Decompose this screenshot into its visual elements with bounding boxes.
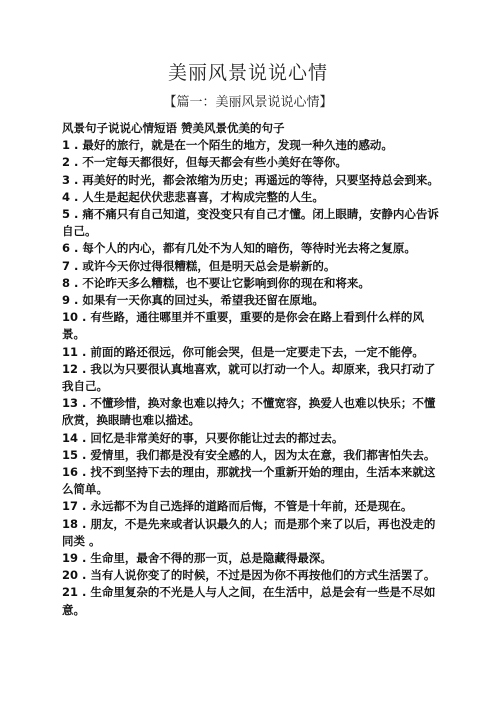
list-item: 12 . 我以为只要很认真地喜欢，就可以打动一个人。却原来，我只打动了我自己。 — [62, 361, 436, 394]
list-item: 2 . 不一定每天都很好，但每天都会有些小美好在等你。 — [62, 155, 347, 170]
list-item: 15 . 爱情里，我们都是没有安全感的人，因为太在意，我们都害怕失去。 — [62, 447, 436, 462]
list-item: 19 . 生命里，最舍不得的那一页，总是隐藏得最深。 — [62, 551, 332, 566]
list-item: 20 . 当有人说你变了的时候，不过是因为你不再按他们的方式生活罢了。 — [62, 568, 436, 583]
list-item: 8 . 不论昨天多么糟糕，也不要让它影响到你的现在和将来。 — [62, 275, 370, 290]
list-item: 13 . 不懂珍惜，换对象也难以持久；不懂宽容，换爱人也难以快乐；不懂欣赏，换眼睛也难以描述。 — [62, 396, 436, 428]
list-item: 7 . 或许今天你过得很糟糕，但是明天总会是崭新的。 — [62, 258, 336, 273]
list-item: 10 . 有些路，通往哪里并不重要，重要的是你会在路上看到什么样的风景。 — [62, 310, 424, 342]
body-text — [62, 120, 440, 619]
list-item: 16 . 找不到坚持下去的理由，那就找一个重新开始的理由，生活本来就这么简单。 — [62, 465, 436, 497]
list-item: 17 . 永远都不为自己选择的道路而后悔，不管是十年前，还是现在。 — [62, 499, 413, 514]
list-item: 5 . 痛不痛只有自己知道，变没变只有自己才懂。闭上眼睛，安静内心告诉自己。 — [62, 207, 439, 239]
list-item: 14 . 回忆是非常美好的事，只要你能让过去的都过去。 — [62, 430, 344, 445]
list-item: 9 . 如果有一天你真的回过头，希望我还留在原地。 — [62, 293, 324, 308]
section-heading: 风景句子说说心情短语 赞美风景优美的句子 — [62, 121, 285, 135]
section-subtitle: 【篇一：美丽风景说说心情】 — [163, 95, 333, 110]
list-item: 4 . 人生是起起伏伏悲悲喜喜，才构成完整的人生。 — [62, 189, 324, 204]
list-item: 11 . 前面的路还很远，你可能会哭，但是一定要走下去，一定不能停。 — [62, 344, 424, 359]
list-item: 6 . 每个人的内心，都有几处不为人知的暗伤，等待时光去将之复原。 — [62, 241, 416, 256]
list-item: 18 . 朋友，不是先来或者认识最久的人；而是那个来了以后，再也没走的 同类 。 — [62, 516, 436, 548]
page-title: 美丽风景说说心情 — [167, 62, 328, 84]
list-item: 21 . 生命里复杂的不光是人与人之间，在生活中，总是会有一些是不尽如意。 — [62, 585, 436, 617]
list-item: 3 . 再美好的时光，都会浓缩为历史；再遥远的等待，只要坚持总会到来。 — [62, 172, 439, 187]
list-item: 1 . 最好的旅行，就是在一个陌生的地方，发现一种久违的感动。 — [62, 138, 393, 153]
